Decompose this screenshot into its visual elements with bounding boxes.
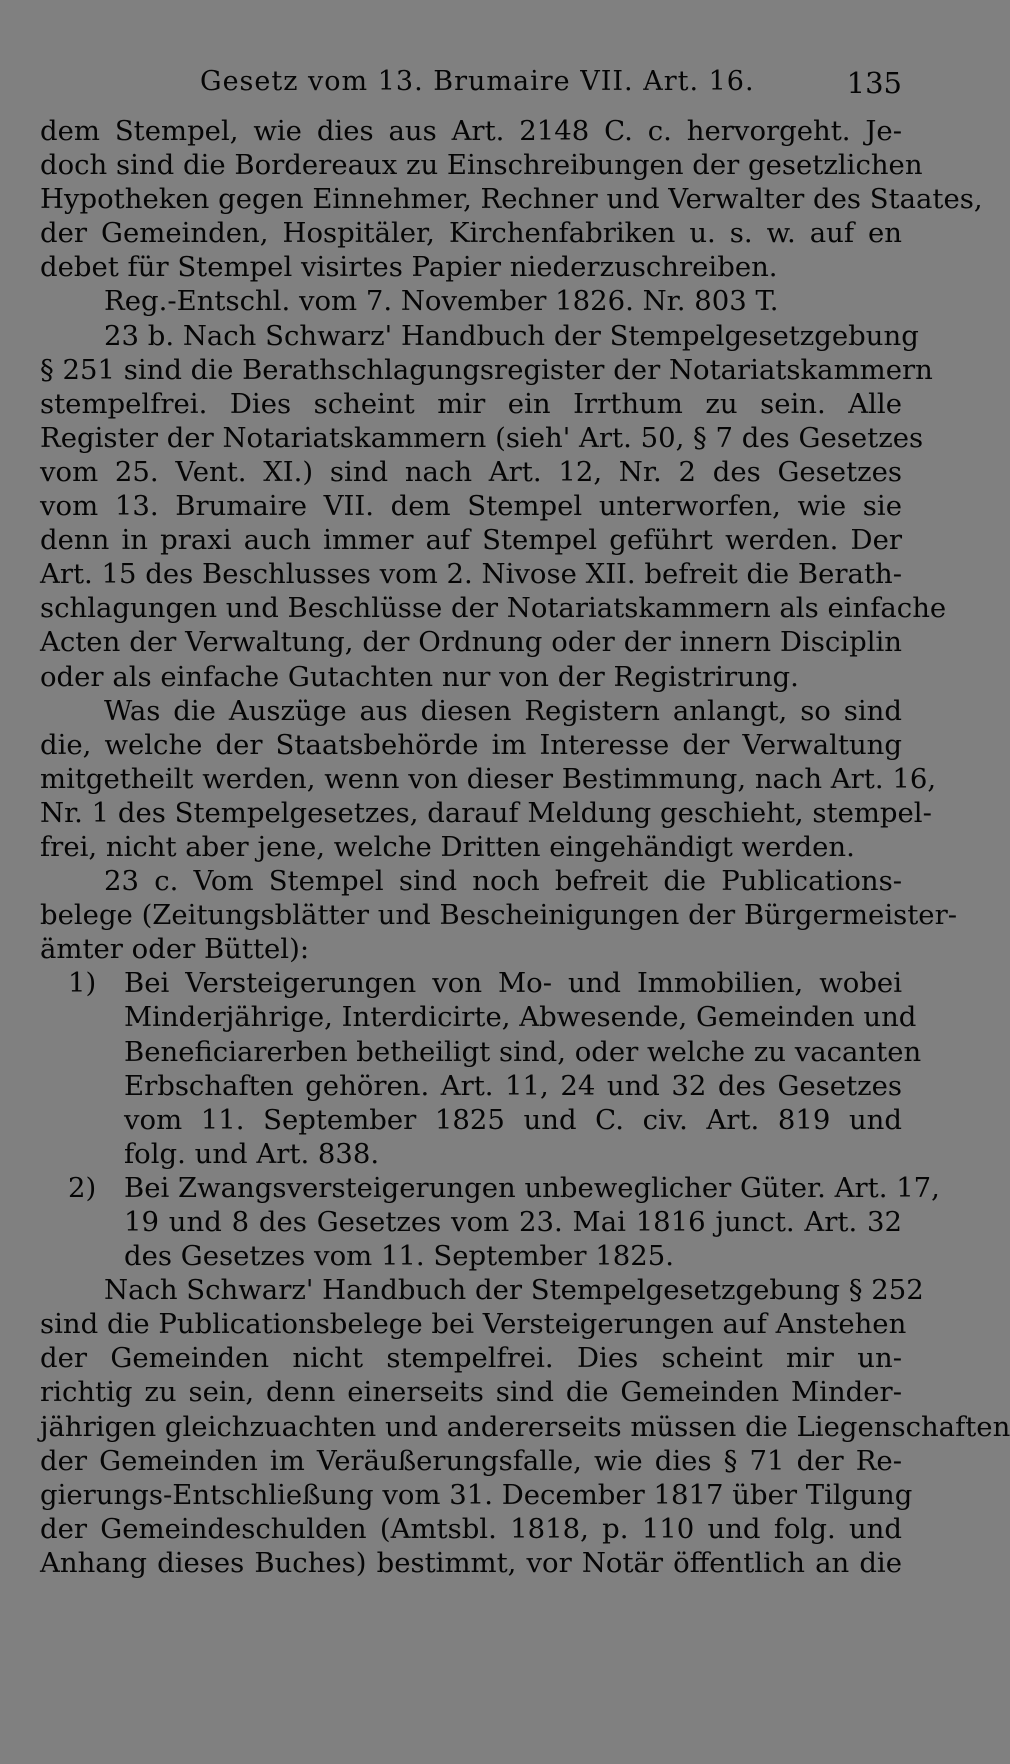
text-line: Erbschaften gehören. Art. 11, 24 und 32 des Gesetzes (124, 1069, 902, 1102)
text-line: Anhang dieses Buches) bestimmt, vor Notär öffentlich an die (40, 1546, 902, 1579)
paragraph (40, 864, 958, 966)
text-line: gierungs-Entschließung vom 31. December 1817 über Tilgung (40, 1478, 913, 1511)
text-line: jährigen gleichzuachten und andererseits müssen die Liegenschaften (40, 1410, 1010, 1443)
paragraph (40, 319, 947, 694)
page-number: 135 (846, 66, 902, 100)
list-item-number: 1) (68, 967, 97, 1000)
text-line: dem Stempel, wie dies aus Art. 2148 C. c. hervorgeht. Je- (40, 115, 902, 147)
text-line: Beneficiarerben betheiligt sind, oder welche zu vacanten (124, 1035, 922, 1068)
paragraph (40, 284, 902, 318)
text-line: Bei Versteigerungen von Mo- und Immobilien, wobei (124, 967, 902, 1000)
text-line: der Gemeinden, Hospitäler, Kirchenfabriken u. s. w. auf en (40, 217, 902, 250)
body-text (40, 114, 1010, 1580)
text-line: Bei Zwangsversteigerungen unbeweglicher Güter. Art. 17, (124, 1171, 940, 1204)
text-line: 23 c. Vom Stempel sind noch befreit die Publications- (104, 865, 902, 898)
text-line: oder als einfache Gutachten nur von der Registrirung. (40, 660, 799, 693)
list-item-body (40, 966, 922, 1171)
text-line: sind die Publicationsbelege bei Versteigerungen auf Anstehen (40, 1308, 907, 1341)
list-item-body (40, 1171, 940, 1273)
paragraph (40, 1273, 1010, 1580)
text-line: Nr. 1 des Stempelgesetzes, darauf Meldung geschieht, stempel- (40, 796, 932, 829)
text-line: Art. 15 des Beschlusses vom 2. Nivose XII. befreit die Berath- (40, 558, 902, 591)
text-line: des Gesetzes vom 11. September 1825. (124, 1240, 675, 1273)
text-line: der Gemeindeschulden (Amtsbl. 1818, p. 110 und folg. und (40, 1512, 902, 1545)
text-line: Hypotheken gegen Einnehmer, Rechner und Verwalter des Staates, (40, 183, 983, 216)
text-line: die, welche der Staatsbehörde im Interesse der Verwaltung (40, 728, 902, 761)
text-line: mitgetheilt werden, wenn von dieser Bestimmung, nach Art. 16, (40, 762, 937, 795)
page-header (40, 58, 902, 114)
text-line: Minderjährige, Interdicirte, Abwesende, Gemeinden und (124, 1001, 917, 1034)
text-line: vom 13. Brumaire VII. dem Stempel unterworfen, wie sie (40, 490, 902, 523)
list-item-number: 2) (68, 1171, 97, 1204)
text-line: vom 25. Vent. XI.) sind nach Art. 12, Nr. 2 des Gesetzes (40, 455, 902, 488)
text-line: vom 11. September 1825 und C. civ. Art. 819 und (124, 1103, 902, 1136)
text-line: Acten der Verwaltung, der Ordnung oder der innern Disciplin (40, 626, 902, 659)
text-line: belege (Zeitungsblätter und Bescheinigungen der Bürgermeister- (40, 899, 958, 932)
text-line: debet für Stempel visirtes Papier niederzuschreiben. (40, 251, 778, 284)
text-line: 23 b. Nach Schwarz' Handbuch der Stempelgesetzgebung (104, 319, 919, 352)
text-line: § 251 sind die Berathschlagungsregister der Notariatskammern (40, 353, 933, 386)
text-line: denn in praxi auch immer auf Stempel geführt werden. Der (40, 524, 902, 557)
running-head: Gesetz vom 13. Brumaire VII. Art. 16. (200, 66, 755, 97)
text-line: schlagungen und Beschlüsse der Notariatskammern als einfache (40, 592, 947, 625)
paragraph (40, 694, 937, 864)
text-line: frei, nicht aber jene, welche Dritten eingehändigt werden. (40, 830, 855, 863)
list-item (40, 966, 922, 1171)
text-line: doch sind die Bordereaux zu Einschreibungen der gesetzlichen (40, 149, 923, 182)
list-item (40, 1171, 940, 1273)
paragraph (40, 114, 983, 284)
text-line: Register der Notariatskammern (sieh' Art. 50, § 7 des Gesetzes (40, 421, 924, 454)
text-line: Reg.-Entschl. vom 7. November 1826. Nr. 803 T. (104, 285, 779, 318)
text-line: der Gemeinden nicht stempelfrei. Dies scheint mir un- (40, 1342, 902, 1375)
book-page (40, 58, 1010, 1580)
text-line: ämter oder Büttel): (40, 933, 310, 966)
text-line: 19 und 8 des Gesetzes vom 23. Mai 1816 junct. Art. 32 (124, 1206, 902, 1238)
text-line: der Gemeinden im Veräußerungsfalle, wie dies § 71 der Re- (40, 1444, 902, 1477)
text-line: folg. und Art. 838. (124, 1137, 380, 1170)
text-line: Nach Schwarz' Handbuch der Stempelgesetzgebung § 252 (104, 1274, 924, 1307)
text-line: stempelfrei. Dies scheint mir ein Irrthum zu sein. Alle (40, 387, 902, 420)
text-line: Was die Auszüge aus diesen Registern anlangt, so sind (104, 694, 902, 727)
text-line: richtig zu sein, denn einerseits sind die Gemeinden Minder- (40, 1376, 902, 1409)
